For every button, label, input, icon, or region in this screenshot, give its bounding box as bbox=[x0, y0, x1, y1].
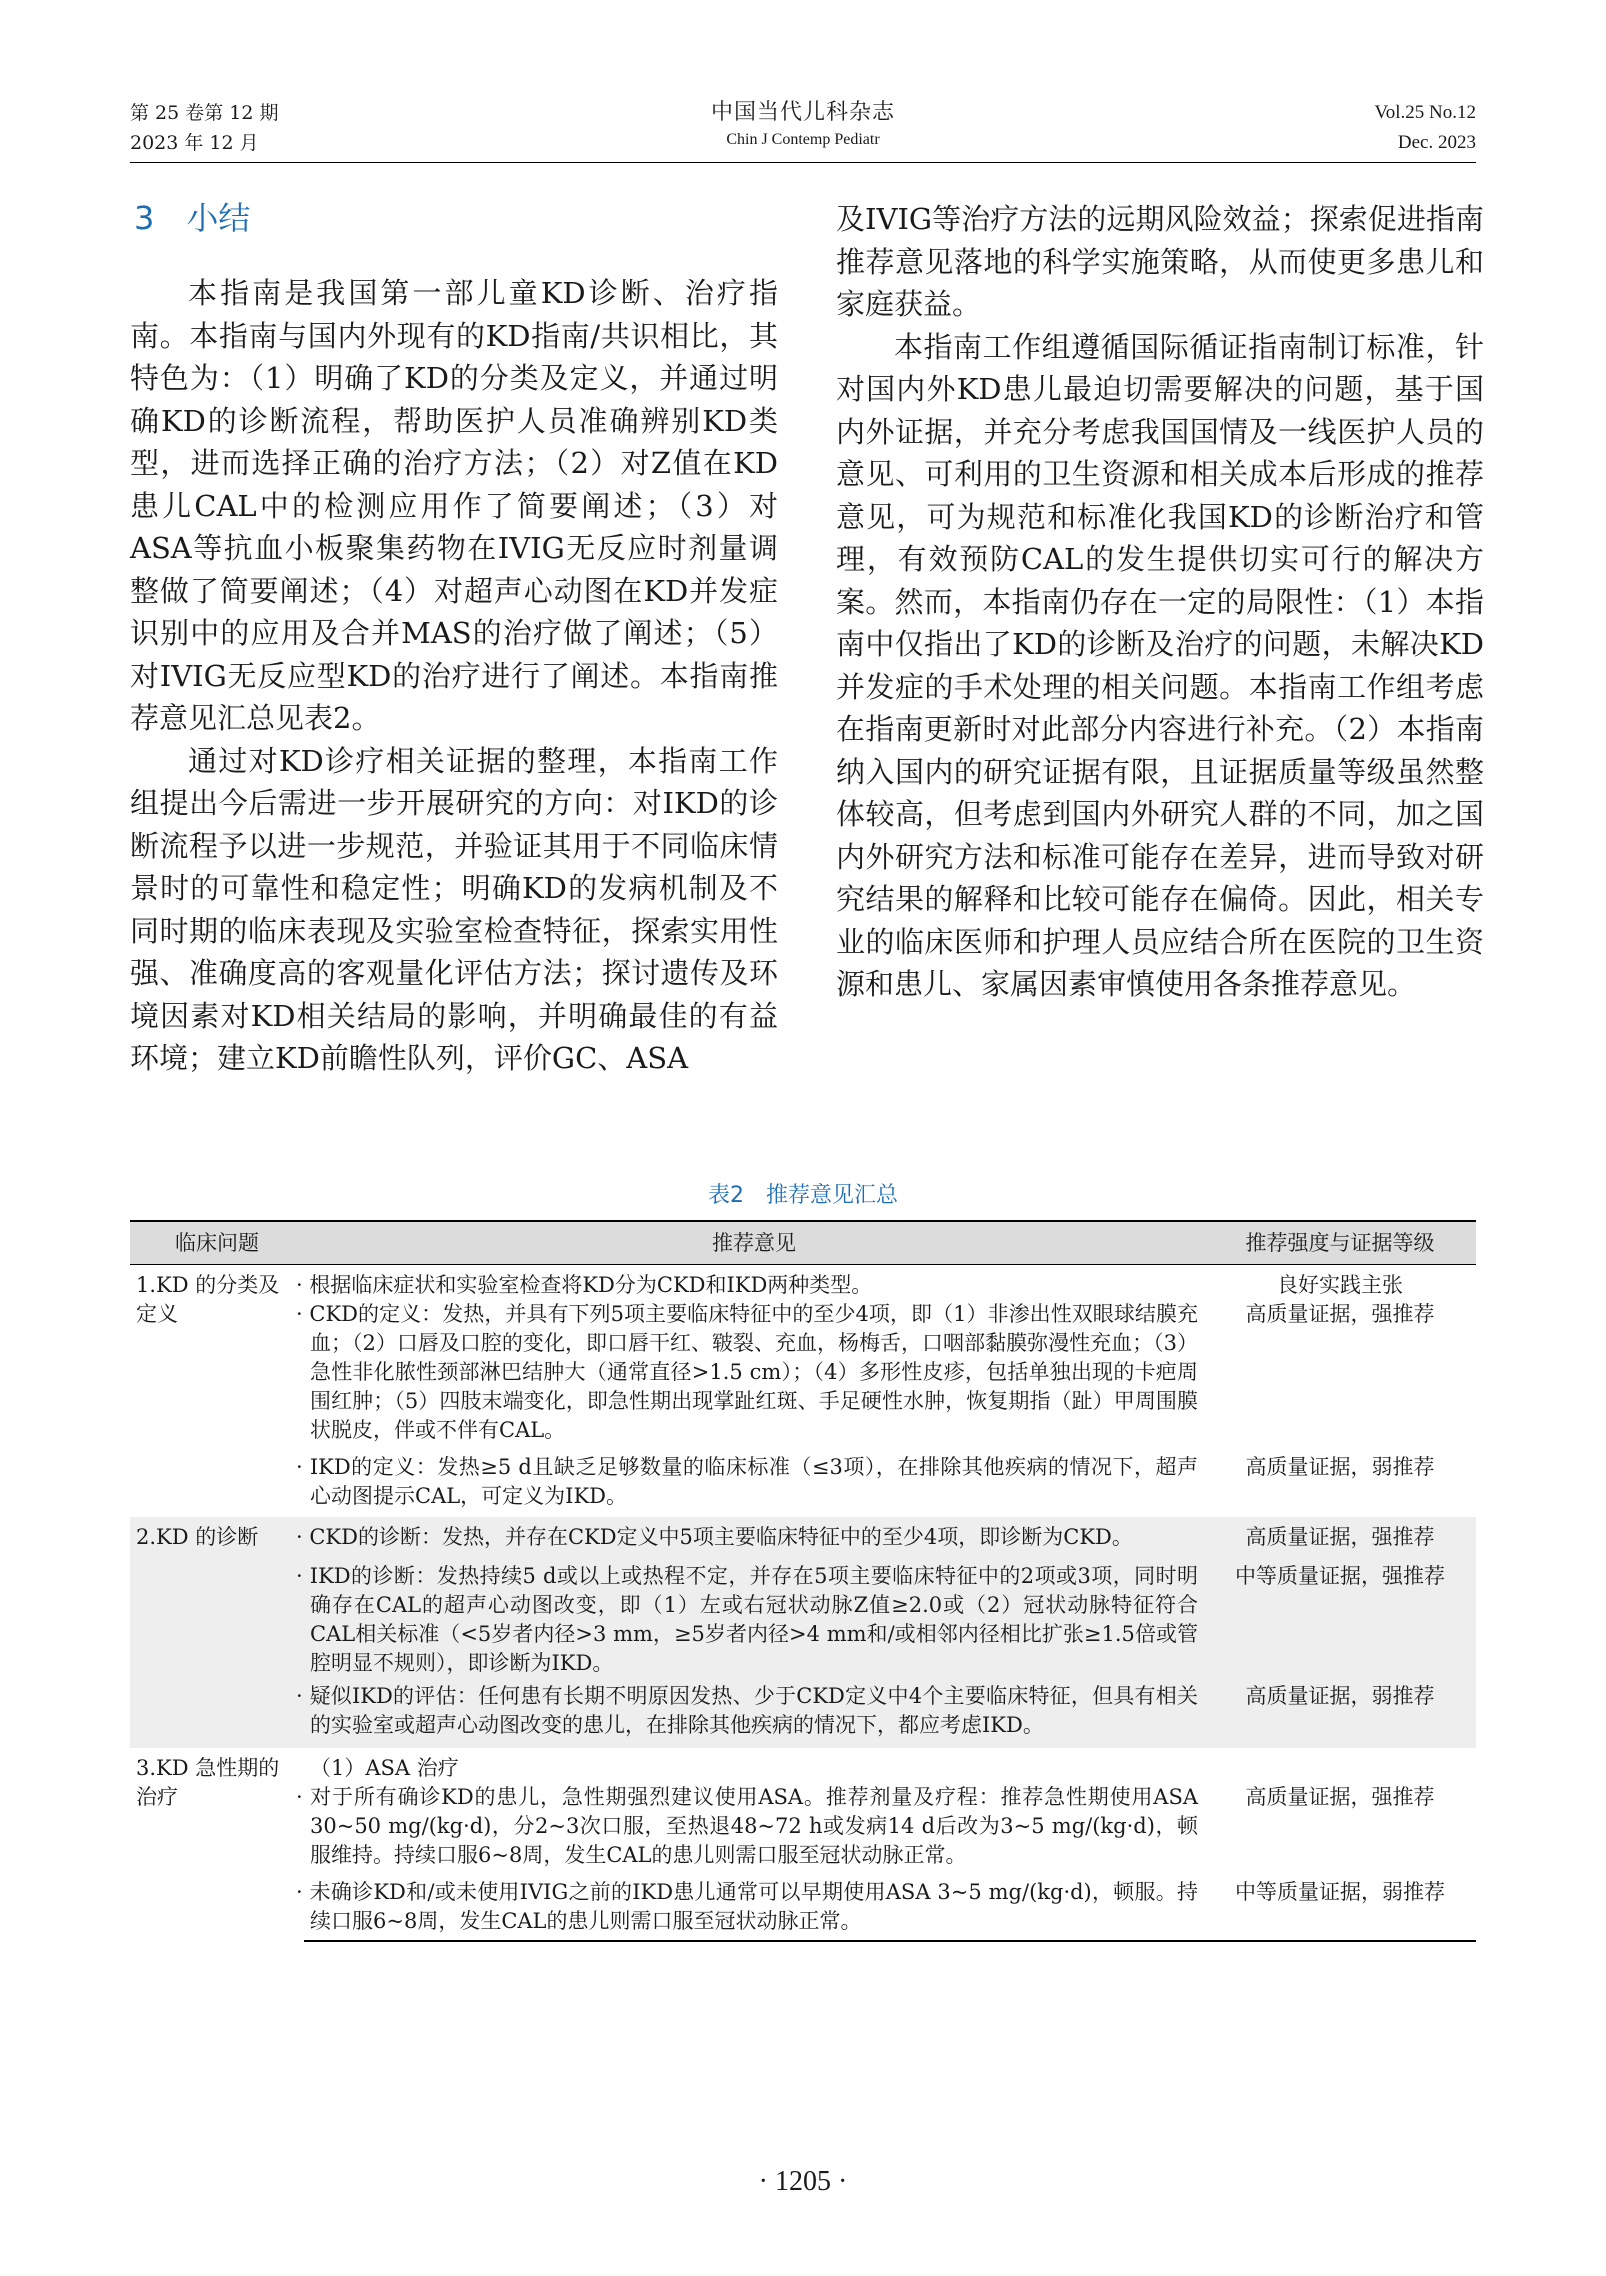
recommendation-cell: · 疑似IKD的评估：任何患有长期不明原因发热、少于CKD定义中4个主要临床特征，但具有相关的实验室或超声心动图改变的患儿，在排除其他疾病的情况下，都应考虑IKD。 bbox=[304, 1682, 1204, 1748]
recommendation-cell: · IKD的诊断：发热持续5 d或以上或热程不定，并存在5项主要临床特征中的2项或3项，同时明确存在CAL的超声心动图改变，即（1）左或右冠状动脉Z值≥2.0或（2）冠状动脉特征符合CAL相关标准（<5岁者内径>3 mm，≥5岁者内径>4 mm和/或相邻内径相比扩张≥1.5倍或管腔明显不规则），即诊断为IKD。 bbox=[304, 1562, 1204, 1682]
recommendation-cell: · CKD的定义：发热，并具有下列5项主要临床特征中的至少4项，即（1）非渗出性双眼球结膜充血；（2）口唇及口腔的变化，即口唇干红、皲裂、充血，杨梅舌，口咽部黏膜弥漫性充血；（3）急性非化脓性颈部淋巴结肿大（通常直径>1.5 cm）；（4）多形性皮疹，包括单独出现的卡疤周围红肿；（5）四肢末端变化，即急性期出现掌趾红斑、手足硬性水肿，恢复期指（趾）甲周围膜状脱皮，伴或不伴有CAL。 bbox=[296, 1302, 1198, 1442]
grade-cell: 高质量证据，弱推荐 bbox=[1204, 1682, 1476, 1748]
grade-cell: 中等质量证据，弱推荐 bbox=[1204, 1878, 1476, 1941]
recommendation-cell: · 根据临床症状和实验室检查将KD分为CKD和IKD两种类型。 bbox=[296, 1273, 873, 1297]
journal-title-cn: 中国当代儿科杂志 bbox=[710, 100, 895, 125]
table-row bbox=[130, 1878, 1476, 1941]
header-date: 2023 年 12 月 bbox=[130, 132, 259, 154]
header-rule bbox=[130, 162, 1476, 163]
table-row bbox=[130, 1265, 1476, 1301]
table-row bbox=[130, 1783, 1476, 1878]
paragraph: 通过对KD诊疗相关证据的整理，本指南工作组提出今后需进一步开展研究的方向：对IKD的诊断流程予以进一步规范，并验证其用于不同临床情景时的可靠性和稳定性；明确KD的发病机制及不同时期的临床表现及实验室检查特征，探索实用性强、准确度高的客观量化评估方法；探讨遗传及环境因素对KD相关结局的影响，并明确最佳的有益环境；建立KD前瞻性队列，评价GC、ASA bbox=[130, 743, 778, 1075]
topic-cell: 2.KD 的诊断 bbox=[130, 1517, 304, 1748]
header-right bbox=[1374, 98, 1476, 158]
grade-cell: 中等质量证据，强推荐 bbox=[1204, 1562, 1476, 1682]
header-volume-issue: 第 25 卷第 12 期 bbox=[130, 102, 279, 124]
table-title: 表2 推荐意见汇总 bbox=[708, 1183, 898, 1208]
grade-cell: 高质量证据，强推荐 bbox=[1204, 1517, 1476, 1562]
table-row bbox=[130, 1748, 1476, 1783]
paragraph: 本指南工作组遵循国际循证指南制订标准，针对国内外KD患儿最迫切需要解决的问题，基于国内外证据，并充分考虑我国国情及一线医护人员的意见、可利用的卫生资源和相关成本后形成的推荐意见，可为规范和标准化我国KD的诊断治疗和管理，有效预防CAL的发生提供切实可行的解决方案。然而，本指南仍存在一定的局限性：（1）本指南中仅指出了KD的诊断及治疗的问题，未解决KD并发症的手术处理的相关问题。本指南工作组考虑在指南更新时对此部分内容进行补充。（2）本指南纳入国内的研究证据有限，且证据质量等级虽然整体较高，但考虑到国内外研究人群的不同，加之国内外研究方法和标准可能存在差异，进而导致对研究结果的解释和比较可能存在偏倚。因此，相关专业的临床医师和护理人员应结合所在医院的卫生资源和患儿、家属因素审慎使用各条推荐意见。 bbox=[836, 329, 1484, 1001]
recommendation-cell: · 对于所有确诊KD的患儿，急性期强烈建议使用ASA。推荐剂量及疗程：推荐急性期使用ASA 30~50 mg/(kg·d)，分2~3次口服，至热退48~72 h或发病14 d后改为3~5 mg/(kg·d)，顿服维持。持续口服6~8周，发生CAL的患儿则需口服至冠状动脉正常。 bbox=[296, 1785, 1198, 1867]
header-date-en: Dec. 2023 bbox=[1397, 132, 1476, 153]
grade-cell: 高质量证据，弱推荐 bbox=[1245, 1455, 1435, 1479]
subtopic-cell: （1）ASA 治疗 bbox=[310, 1756, 459, 1780]
journal-title-en: Chin J Contemp Pediatr bbox=[726, 131, 880, 148]
recommendation-cell: · CKD的诊断：发热，并存在CKD定义中5项主要临床特征中的至少4项，即诊断为CKD。 bbox=[304, 1517, 1204, 1562]
header-center bbox=[0, 98, 1606, 152]
grade-cell: 高质量证据，强推荐 bbox=[1245, 1302, 1435, 1326]
table-row bbox=[130, 1562, 1476, 1682]
grade-cell: 高质量证据，强推荐 bbox=[1245, 1785, 1435, 1809]
table-header-row bbox=[130, 1221, 1476, 1265]
recommendation-cell: · IKD的定义：发热≥5 d且缺乏足够数量的临床标准（≤3项），在排除其他疾病的情况下，超声心动图提示CAL，可定义为IKD。 bbox=[296, 1455, 1198, 1508]
table-row bbox=[130, 1517, 1476, 1562]
topic-cell: 1.KD 的分类及 定义 bbox=[136, 1273, 280, 1326]
recommendation-table bbox=[130, 1220, 1476, 1942]
recommendation-cell: · 未确诊KD和/或未使用IVIG之前的IKD患儿通常可以早期使用ASA 3~5 mg/(kg·d)，顿服。持续口服6~8周，发生CAL的患儿则需口服至冠状动脉正常。 bbox=[304, 1878, 1204, 1941]
topic-cell: 3.KD 急性期的 治疗 bbox=[136, 1756, 280, 1809]
header-volume-en: Vol.25 No.12 bbox=[1374, 102, 1476, 123]
header-recommendation: 推荐意见 bbox=[304, 1221, 1204, 1265]
header-grade: 推荐强度与证据等级 bbox=[1204, 1221, 1476, 1265]
left-column bbox=[130, 190, 778, 1080]
right-column bbox=[836, 198, 1484, 1006]
section-title: 3 小结 bbox=[134, 199, 251, 237]
table-group-treatment bbox=[130, 1748, 1476, 1941]
header-clinical-question: 临床问题 bbox=[130, 1221, 304, 1265]
table-group-diagnosis bbox=[130, 1517, 1476, 1748]
paragraph-continuation: 及IVIG等治疗方法的远期风险效益；探索促进指南推荐意见落地的科学实施策略，从而使更多患儿和家庭获益。 bbox=[836, 202, 1484, 321]
table-row bbox=[130, 1445, 1476, 1517]
page-number: · 1205 · bbox=[758, 2166, 848, 2197]
table-group-classification bbox=[130, 1265, 1476, 1518]
table-row bbox=[130, 1682, 1476, 1748]
grade-cell: 良好实践主张 bbox=[1277, 1273, 1403, 1297]
paragraph: 本指南是我国第一部儿童KD诊断、治疗指南。本指南与国内外现有的KD指南/共识相比，其特色为：（1）明确了KD的分类及定义，并通过明确KD的诊断流程，帮助医护人员准确辨别KD类型，进而选择正确的治疗方法；（2）对Z值在KD患儿CAL中的检测应用作了简要阐述；（3）对ASA等抗血小板聚集药物在IVIG无反应时剂量调整做了简要阐述；（4）对超声心动图在KD并发症识别中的应用及合并MAS的治疗做了阐述；（5）对IVIG无反应型KD的治疗进行了阐述。本指南推荐意见汇总见表2。 bbox=[130, 276, 778, 735]
table-row bbox=[130, 1300, 1476, 1445]
